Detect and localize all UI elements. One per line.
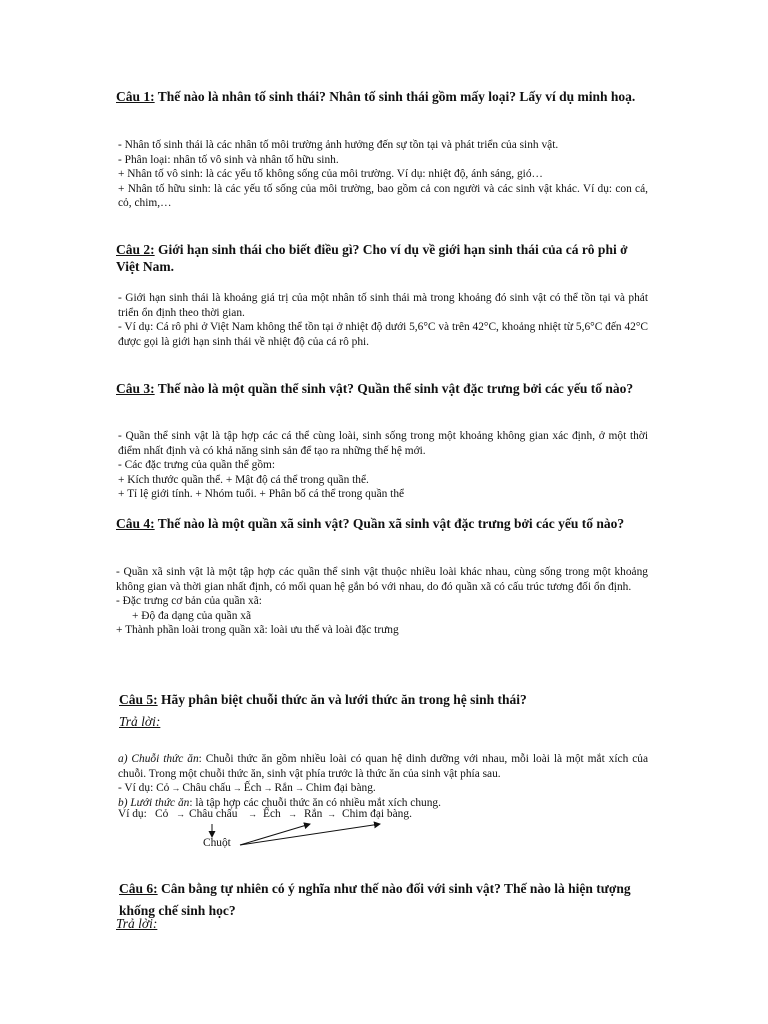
- chain-term: a) Chuỗi thức ăn: [118, 753, 199, 765]
- web-item: Ếch: [263, 808, 281, 820]
- arrow-icon: →: [176, 809, 185, 819]
- answer-1: [118, 138, 648, 211]
- answer-line: - Quần thể sinh vật là tập hợp các cá thể cùng loài, sinh sống trong một khoảng không gian xác định, ở một thời điểm nhất định và có khả năng sinh sản để tạo ra những thế hệ mới.: [118, 430, 648, 457]
- answer-3: [118, 429, 648, 502]
- chain-item: Rắn: [274, 782, 293, 795]
- question-2-text: Giới hạn sinh thái cho biết điều gì? Cho ví dụ về giới hạn sinh thái của cá rô phi ở Việt Nam.: [116, 242, 628, 274]
- web-item: Chim đại bàng.: [342, 808, 412, 820]
- question-2-number: Câu 2:: [116, 242, 155, 257]
- chain-item: Chim đại bàng.: [305, 782, 376, 795]
- question-4-number: Câu 4:: [116, 516, 155, 531]
- question-6: [119, 878, 655, 922]
- answer-line: + Kích thước quần thể. + Mật độ cá thể trong quần thể.: [118, 473, 369, 486]
- question-1-text: Thế nào là nhân tố sinh thái? Nhân tố sinh thái gồm mấy loại? Lấy ví dụ minh hoạ.: [154, 89, 636, 104]
- chain-definition: [118, 752, 648, 781]
- food-web-diagram: [118, 808, 518, 856]
- web-item: Cỏ: [155, 808, 169, 820]
- answer-line: - Quần xã sinh vật là một tập hợp các quần thể sinh vật thuộc nhiều loài khác nhau, cùng sống trong một khoảng không gian và thời gian nhất định, có mối quan hệ gắn bó với nhau, do đó quần xã có cấu trúc tương đối ổn định.: [116, 566, 648, 593]
- question-4: [116, 515, 652, 532]
- answer-6-label: Trả lời:: [116, 916, 158, 931]
- answer-line: + Thành phần loài trong quần xã: loài ưu thế và loài đặc trưng: [116, 624, 399, 637]
- answer-line: - Giới hạn sinh thái là khoảng giá trị của một nhân tố sinh thái mà trong khoảng đó sinh vật có thể tồn tại và phát triển ổn định theo thời gian.: [118, 292, 648, 319]
- answer-5: [118, 752, 648, 810]
- answer-line: - Đặc trưng cơ bản của quần xã:: [116, 595, 262, 608]
- answer-2: [118, 291, 648, 349]
- arrow-icon: →: [263, 783, 273, 794]
- answer-line: - Phân loại: nhân tố vô sinh và nhân tố hữu sinh.: [118, 153, 339, 166]
- arrow-up-icon: [240, 824, 310, 845]
- arrow-icon: →: [288, 809, 297, 819]
- web-item-rat: Chuột: [203, 837, 231, 849]
- answer-line: + Nhân tố vô sinh: là các yếu tố không sống của môi trường. Ví dụ: nhiệt độ, ánh sáng, gió…: [118, 168, 543, 181]
- question-4-text: Thế nào là một quần xã sinh vật? Quần xã sinh vật đặc trưng bởi các yếu tố nào?: [154, 516, 625, 531]
- arrow-icon: →: [327, 809, 336, 819]
- question-1: [116, 88, 652, 105]
- question-6-number: Câu 6:: [119, 881, 158, 896]
- answer-line: + Nhân tố hữu sinh: là các yếu tố sống của môi trường, bao gồm cả con người và các sinh vật khác. Ví dụ: con cá, cỏ, chim,…: [118, 182, 648, 210]
- question-5: [119, 691, 655, 708]
- arrow-icon: →: [294, 783, 304, 794]
- answer-line: + Độ đa dạng của quần xã: [132, 609, 252, 622]
- arrow-up-icon: [240, 824, 380, 845]
- question-3-number: Câu 3:: [116, 381, 155, 396]
- question-3-text: Thế nào là một quần thể sinh vật? Quần thể sinh vật đặc trưng bởi các yếu tố nào?: [154, 381, 634, 396]
- chain-example: [118, 781, 648, 796]
- web-term: b) Lưới thức ăn: [118, 796, 190, 809]
- answer-line: + Tỉ lệ giới tính. + Nhóm tuổi. + Phân bố cá thể trong quần thể: [118, 488, 405, 501]
- web-item: Rắn: [304, 808, 323, 820]
- question-3: [116, 380, 652, 397]
- answer-4: [116, 565, 648, 638]
- example-prefix: Ví dụ:: [118, 808, 147, 820]
- example-prefix: - Ví dụ:: [118, 782, 157, 795]
- web-text: : là tập hợp các chuỗi thức ăn có nhiều mắt xích chung.: [189, 796, 441, 809]
- chain-item: Ếch: [243, 782, 262, 795]
- chain-text: : Chuỗi thức ăn gồm nhiều loài có quan hệ dinh dưỡng với nhau, mỗi loài là một mắt xích của chuỗi. Trong một chuỗi thức ăn, sinh vật phía trước là thức ăn của sinh vật phía sau.: [118, 753, 649, 780]
- arrow-icon: →: [232, 783, 242, 794]
- question-5-text: Hãy phân biệt chuỗi thức ăn và lưới thức ăn trong hệ sinh thái?: [157, 692, 527, 707]
- answer-5-label: Trả lời:: [119, 714, 161, 729]
- arrow-icon: →: [248, 809, 257, 819]
- arrow-icon: →: [171, 783, 181, 794]
- answer-line: - Ví dụ: Cá rô phi ở Việt Nam không thể tồn tại ở nhiệt độ dưới 5,6°C và trên 42°C, khoảng nhiệt từ 5,6°C đến 42°C được gọi là giới hạn sinh thái về nhiệt độ của cá rô phi.: [118, 321, 649, 348]
- question-6-text: Cân bằng tự nhiên có ý nghĩa như thế nào đối với sinh vật? Thế nào là hiện tượng khống chế sinh học?: [119, 881, 631, 918]
- web-item: Châu chấu: [189, 808, 238, 820]
- question-1-number: Câu 1:: [116, 89, 155, 104]
- question-5-number: Câu 5:: [119, 692, 158, 707]
- chain-item: Châu chấu: [182, 782, 231, 795]
- answer-line: - Các đặc trưng của quần thể gồm:: [118, 459, 276, 472]
- answer-line: - Nhân tố sinh thái là các nhân tố môi trường ảnh hưởng đến sự tồn tại và phát triển của sinh vật.: [118, 139, 559, 151]
- question-2: [116, 241, 652, 275]
- chain-item: Cỏ: [156, 782, 170, 795]
